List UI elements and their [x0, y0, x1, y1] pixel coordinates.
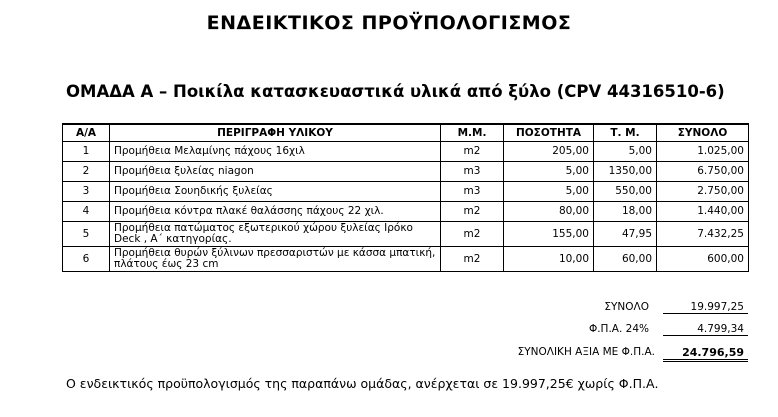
row-quantity: 5,00	[504, 182, 594, 202]
vat-row	[440, 323, 748, 336]
vat-label: Φ.Π.Α. 24%	[588, 323, 649, 335]
row-total: 1.440,00	[657, 202, 749, 222]
row-total: 2.750,00	[657, 182, 749, 202]
row-unit-price: 18,00	[594, 202, 657, 222]
row-no: 3	[63, 182, 110, 202]
header-quantity: ΠΟΣΟΤΗΤΑ	[504, 124, 594, 142]
row-unit-price: 47,95	[594, 222, 657, 247]
row-unit: m3	[441, 162, 504, 182]
row-description: Προμήθεια θυρών ξύλινων πρεσσαριστών με κάσσα μπατική, πλάτους έως 23 cm	[110, 247, 441, 272]
table-row	[63, 142, 749, 162]
table-row	[63, 162, 749, 182]
row-description: Προμήθεια ξυλείας niagon	[110, 162, 441, 182]
row-unit-price: 550,00	[594, 182, 657, 202]
header-total: ΣΥΝΟΛΟ	[657, 124, 749, 142]
row-unit: m3	[441, 182, 504, 202]
header-description: ΠΕΡΙΓΡΑΦΗ ΥΛΙΚΟΥ	[110, 124, 441, 142]
subtotal-row	[440, 301, 748, 314]
row-description: Προμήθεια κόντρα πλακέ θαλάσσης πάχους 22 χιλ.	[110, 202, 441, 222]
row-no: 6	[63, 247, 110, 272]
row-description: Προμήθεια πατώματος εξωτερικού χώρου ξυλείας Ιρόκο Deck , Α΄ κατηγορίας.	[110, 222, 441, 247]
table-row	[63, 182, 749, 202]
vat-value: 4.799,34	[663, 323, 748, 336]
row-total: 6.750,00	[657, 162, 749, 182]
subtotal-value: 19.997,25	[663, 301, 748, 314]
group-heading: ΟΜΑΔΑ Α – Ποικίλα κατασκευαστικά υλικά από ξύλο (CPV 44316510-6)	[66, 82, 725, 101]
grand-total-row	[400, 346, 748, 362]
budget-table	[62, 123, 749, 272]
row-unit: m2	[441, 142, 504, 162]
grand-total-value: 24.796,59	[663, 346, 748, 362]
row-unit-price: 60,00	[594, 247, 657, 272]
document-title: ΕΝΔΕΙΚΤΙΚΟΣ ΠΡΟΫΠΟΛΟΓΙΣΜΟΣ	[206, 12, 572, 34]
table-row	[63, 202, 749, 222]
budget-note: Ο ενδεικτικός προϋπολογισμός της παραπάνω ομάδας, ανέρχεται σε 19.997,25€ χωρίς Φ.Π.Α.	[66, 376, 659, 391]
table-row	[63, 247, 749, 272]
row-unit: m2	[441, 202, 504, 222]
row-quantity: 155,00	[504, 222, 594, 247]
table-row	[63, 222, 749, 247]
row-no: 5	[63, 222, 110, 247]
table-header-row	[63, 124, 749, 142]
row-unit-price: 5,00	[594, 142, 657, 162]
subtotal-label: ΣΥΝΟΛΟ	[604, 301, 649, 313]
row-total: 600,00	[657, 247, 749, 272]
row-quantity: 205,00	[504, 142, 594, 162]
header-unit: Μ.Μ.	[441, 124, 504, 142]
row-quantity: 10,00	[504, 247, 594, 272]
row-no: 4	[63, 202, 110, 222]
row-quantity: 5,00	[504, 162, 594, 182]
row-no: 1	[63, 142, 110, 162]
row-description: Προμήθεια Σουηδικής ξυλείας	[110, 182, 441, 202]
row-unit-price: 1350,00	[594, 162, 657, 182]
row-quantity: 80,00	[504, 202, 594, 222]
header-no: Α/Α	[63, 124, 110, 142]
row-unit: m2	[441, 222, 504, 247]
row-total: 7.432,25	[657, 222, 749, 247]
row-unit: m2	[441, 247, 504, 272]
row-no: 2	[63, 162, 110, 182]
row-total: 1.025,00	[657, 142, 749, 162]
header-unit-price: Τ. Μ.	[594, 124, 657, 142]
grand-total-label: ΣΥΝΟΛΙΚΗ ΑΞΙΑ ΜΕ Φ.Π.Α.	[517, 346, 655, 358]
row-description: Προμήθεια Μελαμίνης πάχους 16χιλ	[110, 142, 441, 162]
